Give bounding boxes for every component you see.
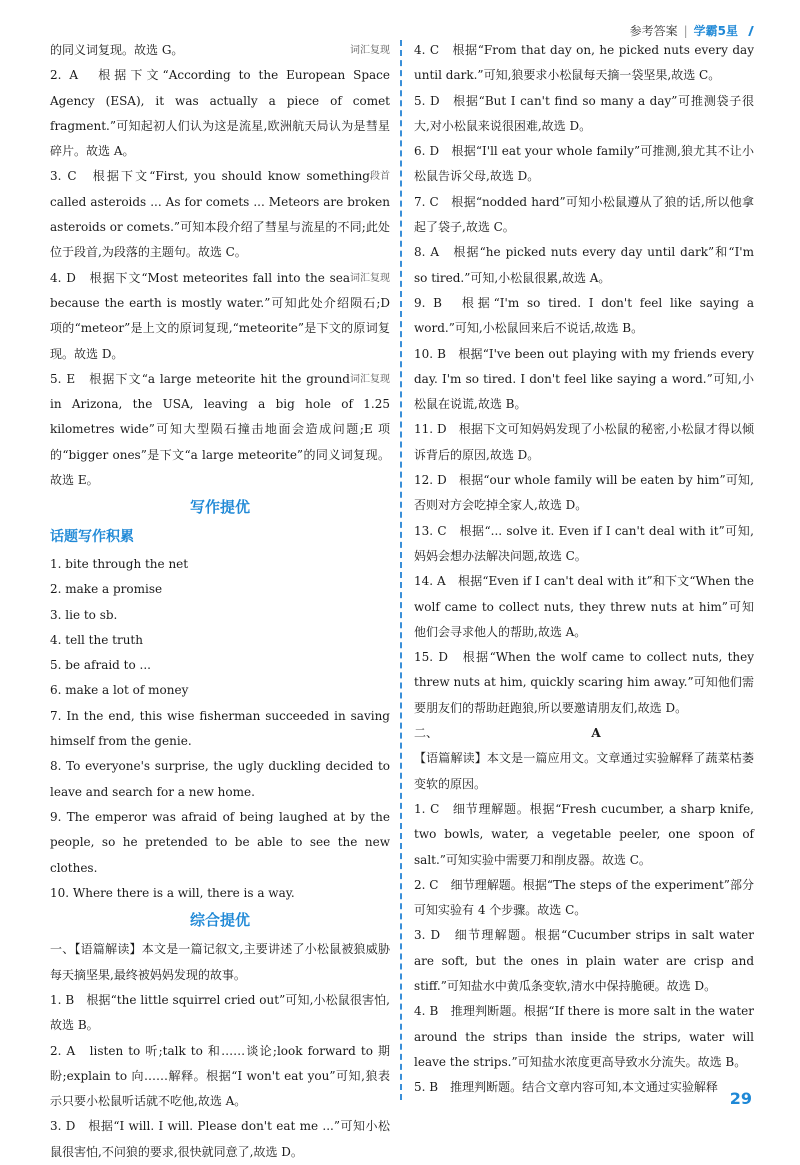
answer-paragraph (50, 367, 390, 493)
writing-item: 7. In the end, this wise fisherman succeeded in saving himself from the genie. (50, 708, 390, 749)
part-two-items (414, 797, 754, 1101)
writing-item: 1. bite through the net (50, 556, 189, 571)
right-answer-item: 11. D 根据下文可知妈妈发现了小松鼠的秘密,小松鼠才得以倾诉背后的原因,故选 D。 (414, 422, 754, 462)
answer-text: 2. A 根据下文“According to the European Space Agency (ESA), it was actually a piece of comet fragment.”可知起初人们认为这是流星,欧洲航天局认为是彗星碎片。故选 A。 (50, 68, 390, 159)
writing-item: 10. Where there is a will, there is a way. (50, 885, 295, 900)
right-answer-item: 5. D 根据“But I can't find so many a day”可推测袋子很大,对小松鼠来说很困难,故选 D。 (414, 93, 754, 133)
writing-item: 2. make a promise (50, 582, 163, 597)
comprehensive-item: 3. D 根据“I will. I will. Please don't eat me ...”可知小松鼠很害怕,不问狼的要求,很快就同意了,故选 D。 (50, 1119, 390, 1159)
comprehensive-section-title: 综合提优 (189, 911, 250, 930)
right-answer-item: 10. B 根据“I've been out playing with my friends every day. I'm so tired. I don't feel like saying a word.”可知,小松鼠在说谎,故选 B。 (414, 346, 754, 412)
column-divider (400, 40, 402, 1100)
writing-items (50, 552, 390, 906)
writing-item: 5. be afraid to ... (50, 658, 151, 673)
part-two-item: 3. D 细节理解题。根据“Cucumber strips in salt water are soft, but the ones in plain water are crisp and stiff.”可知盐水中黄瓜条变软,清水中保持脆硬。故选 D。 (414, 928, 754, 993)
part-two-item: 1. C 细节理解题。根据“Fresh cucumber, a sharp knife, two bowls, water, a vegetable peeler, one spoon of salt.”可知实验中需要刀和削皮器。故选 C。 (414, 801, 754, 867)
comprehensive-item: 1. B 根据“the little squirrel cried out”可知,小松鼠很害怕,故选 B。 (50, 992, 390, 1033)
answer-paragraph (50, 63, 390, 164)
comprehensive-items (50, 988, 390, 1165)
answer-text: 5. E 根据下文“a large meteorite hit the ground in Arizona, the USA, leaving a big hole of 1.25 kilometres wide”可知大型陨石撞击地面会造成问题;E 项的“bigger ones”是下文“a large meteorite”的同义词复现。故选 E。 (50, 371, 390, 488)
answer-note: 词汇复现 (350, 272, 390, 284)
brand-logo: 学霸5星 (693, 24, 738, 38)
comprehensive-item: 2. A listen to 听;talk to 和……谈论;look forward to 期盼;explain to 向……解释。根据“I won't eat you”可知,狼表示只要小松鼠听话就不吃他,故选 A。 (50, 1043, 390, 1109)
right-column (414, 38, 754, 1100)
writing-item: 3. lie to sb. (50, 607, 118, 622)
part-two-item: 5. B 推理判断题。结合文章内容可知,本文通过实验解释 (414, 1080, 718, 1095)
answer-paragraph (50, 266, 390, 367)
right-answer-item: 12. D 根据“our whole family will be eaten by him”可知,否则对方会吃掉全家人,故选 D。 (414, 473, 754, 513)
answer-note: 词汇复现 (350, 45, 390, 56)
right-answer-item: 6. D 根据“I'll eat your whole family”可推测,狼尤其不让小松鼠告诉父母,故选 D。 (414, 144, 754, 184)
header-separator: | (683, 23, 688, 38)
answer-paragraph (50, 164, 390, 265)
right-answer-item: 4. C 根据“From that day on, he picked nuts every day until dark.”可知,狼要求小松鼠每天摘一袋坚果,故选 C。 (414, 43, 754, 83)
writing-item: 9. The emperor was afraid of being laughed at by the people, so he pretended to be able to see the new clothes. (50, 809, 390, 875)
part-two-item: 2. C 细节理解题。根据“The steps of the experiment”部分可知实验有 4 个步骤。故选 C。 (414, 877, 754, 918)
brand-check-icon (742, 26, 754, 36)
writing-item: 6. make a lot of money (50, 683, 189, 698)
part-two-item: 4. B 推理判断题。根据“If there is more salt in the water around the strips than inside the strips, water will leave the strips.”可知盐水浓度更高导致水分流失。故选 B。 (414, 1004, 754, 1069)
right-answer-item: 15. D 根据“When the wolf came to collect nuts, they threw nuts at him, quickly scaring him away.”可知他们需要朋友们的帮助赶跑狼,所以要邀请朋友们,故选 D。 (414, 650, 754, 715)
right-answer-item: 13. C 根据“... solve it. Even if I can't deal with it”可知,妈妈会想办法解决问题,故选 C。 (414, 523, 754, 563)
answer-label: 参考答案 (629, 24, 678, 38)
right-answer-item: 14. A 根据“Even if I can't deal with it”和下文“When the wolf came to collect nuts, they threw nuts at him”可知他们会寻求他人的帮助,故选 A。 (414, 574, 754, 639)
part-two-intro: 【语篇解读】本文是一篇应用文。文章通过实验解释了蔬菜枯萎变软的原因。 (414, 751, 754, 791)
previous-answers (50, 38, 390, 493)
answer-text: 的同义词复现。故选 G。 (50, 43, 184, 57)
right-answer-item: 8. A 根据“he picked nuts every day until dark”和“I'm so tired.”可知,小松鼠很累,故选 A。 (414, 245, 754, 285)
right-answers (414, 38, 754, 721)
writing-item: 8. To everyone's surprise, the ugly duckling decided to leave and search for a new home. (50, 759, 390, 799)
page-number: 29 (729, 1089, 752, 1108)
answer-text: 4. D 根据下文“Most meteorites fall into the sea because the earth is mostly water.”可知此处介绍陨石;D 项的“meteor”是上文的原词复现,“meteorite”是下文的原词复现。故选 D。 (50, 270, 390, 361)
comprehensive-intro: 一、【语篇解读】本文是一篇记叙文,主要讲述了小松鼠被狼威胁每天摘坚果,最终被妈妈发现的故事。 (50, 942, 390, 982)
right-answer-item: 7. C 根据“nodded hard”可知小松鼠遵从了狼的话,所以他拿起了袋子,故选 C。 (414, 194, 754, 235)
answer-note: 段首 (370, 171, 390, 183)
part-two-label: 二、 (414, 726, 439, 741)
writing-subtitle: 话题写作积累 (50, 528, 134, 545)
writing-item: 4. tell the truth (50, 632, 143, 647)
answer-note: 词汇复现 (350, 373, 390, 385)
part-two-header (414, 721, 754, 746)
left-column (50, 38, 390, 1165)
right-answer-item: 9. B 根据“I'm so tired. I don't feel like saying a word.”可知,小松鼠回来后不说话,故选 B。 (414, 295, 754, 336)
answer-text: 3. C 根据下文“First, you should know something called asteroids ... As for comets ... Meteors are broken asteroids or comets.”可知本段介绍了彗星与流星的不同;此处位于段首,为段落的主题句。故选 C。 (50, 169, 390, 260)
writing-section-title: 写作提优 (189, 498, 250, 517)
answer-paragraph (50, 38, 390, 63)
section-a-label: A (591, 726, 601, 741)
page-header (630, 22, 752, 39)
